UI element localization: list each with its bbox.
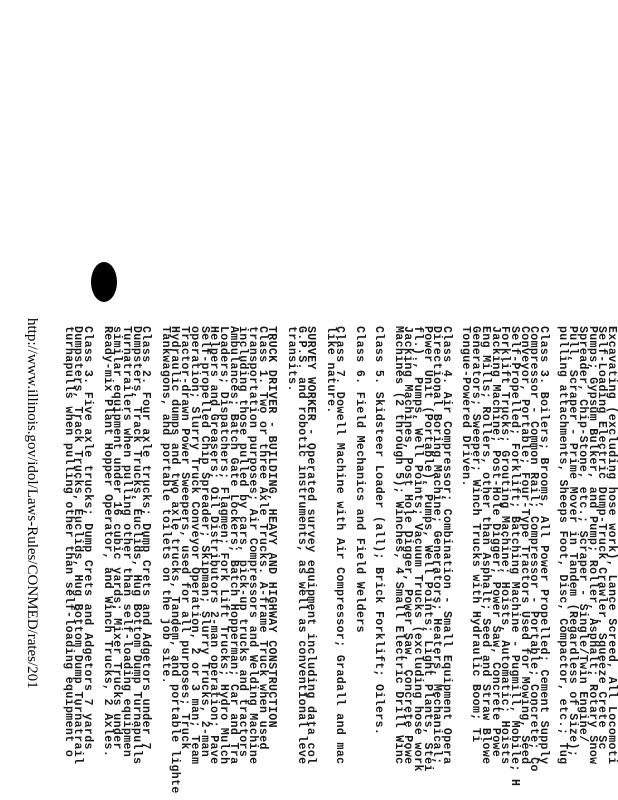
document-line: turnapulls when pulling other than self-loading equipment o [61, 326, 75, 758]
document-line: Self-Loading Electric Dump-Truck Crawler, Squeeze Crete Sc [595, 326, 609, 750]
document-line: TRUCK DRIVER - BUILDING, HEAVY AND HIGHWAY CONSTRUCTION [265, 326, 279, 728]
document-line: Tankwagons, and portable toilets on the job site. [158, 326, 172, 685]
document-line: Eng Mills; Rollers, other than Asphalt; Seed and Straw Blowe [478, 326, 492, 765]
document-line: Conveyor, Portable; Four-Type Tractors Used for Mowing, Seed [517, 326, 531, 765]
document-line: Tractor-drawn Power Sweepers, used for all purposes; Truck [178, 326, 192, 750]
document-line: SURVEY WORKER - Operated survey equipment including data col [304, 326, 318, 765]
document-line: Turnatrailers when pulling other than self-loading equipmen [120, 326, 133, 758]
document-line: Tongue-Powered Driven. [459, 326, 473, 487]
document-line: Forklift Trucks; Grouting Machine; Hoists, Automatic; Hoists [498, 326, 512, 765]
document-line: Hydraulic dumps and two axle trucks, Tandem, and portable lighte [168, 326, 182, 794]
document-line: fl.)., Pumps, Well Points; Vacuum Trucks (excluding hose work [411, 326, 424, 772]
document-line: Class 4. Air Compressor; Combination - Small Equipment Opera [440, 326, 454, 765]
document-line: Ready-mix Plant Hopper Operator, and Winch Trucks, 2 Axles. [100, 326, 114, 758]
document-line: Class 1. Two or three Axle Trucks. A-frame Truck when used [255, 326, 269, 750]
document-line: Self-Propelled; Forklift; Batching Machine - Pugmill, Mobile; H [508, 326, 521, 787]
document-line: Loaders; Dispatchers; Flagmen; Fork Lift Trucks; Hydro Mulch [217, 326, 230, 765]
url-footer [24, 0, 44, 800]
document-line: Directional Boring Machine; Generators; Heaters, Mechanical; [430, 326, 444, 765]
document-line: Class 5. Skidsteer Loader (all); Brick Forklift; Oilers. [372, 326, 386, 736]
source-url: http://www.illinois.gov/idol/Laws-Rules/CONMED/rates/201 [24, 318, 40, 689]
document-line: operation; Slurry Truck Conveyor Operation, 2 or 3 man; Team [187, 326, 201, 765]
document-line: Class 2. Four axle trucks; Dump Crets and Adgetors under 7 [139, 326, 153, 750]
document-line: Pull, Scraper - Prime Mover in Tandem (Regardless of Size); [566, 326, 580, 758]
document-line: Generators; Sweeper; Winch Trucks with Hydraulic Boom; Ti [469, 326, 483, 743]
document-line: Dumpsters, Track Trucks, Euclids, Hug Bottom Dump Turnapulls [129, 326, 143, 765]
document-line: Compressor - Common Rail; Compressor - Portable; Concrete; Co [527, 326, 541, 772]
document-line: Jacking Machine; Post-Hole Digger; Power Saw, Concrete Powe [488, 326, 502, 758]
document-line: Class 7. Dowell Machine with Air Compressor; Gradall and mac [333, 326, 347, 765]
document-line: Machines (2 through 5); Winches, 4 Small Electric Drill Winc [391, 326, 405, 765]
document-line: transits. [284, 326, 298, 392]
rotated-document-body [20, 0, 618, 800]
document-line: Class 3. Boilers; Brooms, All Power Propelled; Cement Supply [537, 326, 551, 765]
document-line: Jacking Machines, Post Hole Digger, Power Saw, Concrete Powe [401, 326, 415, 765]
document-line: G.P.S. and robotic instruments, as well as conventional leve [294, 326, 308, 765]
document-line: Pumps; Gypsum Bulker, and Pump; Roller, Asphalt; Rotary Snow [585, 326, 599, 765]
document-line: Ambulances; Batch Gate Lockers; Batch Hopperman; Car and Tra [226, 326, 240, 765]
document-line: transportation purposes; Air Compressors and Welding Machine [246, 326, 260, 765]
document-line: Self-propelled Chip Spreader; Skipman; Slurry Trucks, 2-man [197, 326, 211, 758]
document-line: Dumpsters, Track Trucks, Euclids, Hug Bottom Dump Turnatrail [71, 326, 85, 765]
document-line: including those pulled by cars, pick-up trucks and tractors [236, 326, 250, 758]
document-line: Spreader, Chip-Stone, etc.; Scraper - Single/Twin Engine/ [575, 326, 589, 743]
document-line: Power Unit (Portable), Pumps, Well Points; Light Plants, Stei [420, 326, 434, 772]
document-line: Helpers and Greasers; Oil Distributors 2-man operation; Pave [207, 326, 221, 765]
document-line: similar equipment under 16 cubic yards; Mixer Trucks under [110, 326, 124, 750]
document-line: Excavating (excluding hose work), Lance Screed, All Locomoti [605, 326, 618, 765]
document-line: Class 6. Field Mechanics and Field Welders [352, 326, 366, 633]
document-line: pulling attachments, Sheeps Foot, Disc, Compactor, etc.; Tug [556, 326, 570, 765]
document-line: Class 3. Five axle trucks; Dump Crets and Adgetors 7 yards [81, 326, 95, 750]
document-line: like nature. [323, 326, 337, 414]
